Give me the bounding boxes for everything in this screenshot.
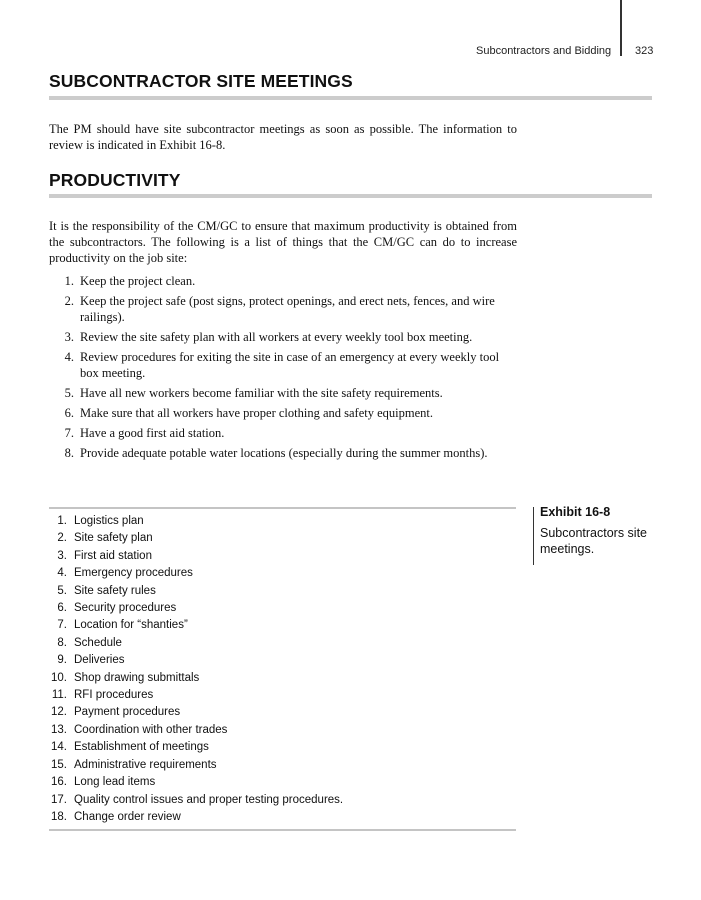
exhibit-item-text: Location for “shanties” (74, 619, 188, 632)
exhibit-list (49, 513, 519, 826)
exhibit-item-number: 10. (51, 671, 67, 684)
exhibit-rule-top (49, 507, 516, 509)
list-item-text: Have a good first aid station. (80, 426, 225, 440)
list-item-text: Provide adequate potable water locations (especially during the summer months). (80, 446, 488, 460)
list-item (49, 405, 519, 421)
list-item-number: 3. (64, 330, 74, 344)
exhibit-item-number: 1. (57, 515, 67, 527)
exhibit-item-text: Coordination with other trades (74, 723, 228, 736)
list-item-number: 2. (64, 294, 74, 308)
exhibit-list-item (49, 687, 519, 704)
section-rule-productivity (49, 194, 652, 198)
exhibit-item-text: RFI procedures (74, 689, 154, 702)
exhibit-item-text: Deliveries (74, 654, 125, 667)
exhibit-list-item (49, 704, 519, 721)
header-divider (620, 0, 622, 56)
exhibit-list-item (49, 583, 519, 600)
list-item (49, 273, 519, 289)
exhibit-rule-bottom (49, 829, 516, 831)
exhibit-list-item (49, 670, 519, 687)
exhibit-item-text: Site safety rules (74, 584, 156, 597)
exhibit-list-item (49, 565, 519, 582)
exhibit-item-text: Site safety plan (74, 532, 153, 545)
section-rule-site-meetings (49, 96, 652, 100)
exhibit-title: Exhibit 16-8 (540, 505, 611, 519)
exhibit-item-number: 5. (57, 584, 67, 597)
list-item (49, 385, 519, 401)
productivity-paragraph: It is the responsibility of the CM/GC to ensure that maximum productivity is obtained from the subcontractors. The following is a list of things that the CM/GC can do to increase productivity on the job site: (49, 219, 517, 265)
section-heading-site-meetings: SUBCONTRACTOR SITE MEETINGS (49, 71, 353, 91)
list-item-number: 4. (64, 350, 74, 364)
exhibit-item-text: Administrative requirements (74, 758, 217, 771)
list-item-text: Review the site safety plan with all workers at every weekly tool box meeting. (80, 330, 473, 344)
caption-bar (533, 507, 534, 565)
list-item-number: 7. (64, 426, 74, 440)
exhibit-item-number: 7. (57, 619, 67, 632)
exhibit-item-text: Emergency procedures (74, 567, 193, 580)
exhibit-item-number: 12. (51, 706, 67, 719)
list-item-number: 8. (64, 446, 74, 460)
exhibit-item-number: 6. (57, 602, 67, 615)
exhibit-list-item (49, 652, 519, 669)
list-item-text: Review procedures for exiting the site in case of an emergency at every weekly tool box meeting. (80, 350, 500, 380)
exhibit-item-number: 3. (57, 549, 67, 562)
exhibit-item-text: Payment procedures (74, 706, 181, 719)
exhibit-item-text: First aid station (74, 549, 152, 562)
exhibit-item-number: 18. (51, 810, 67, 823)
exhibit-item-number: 14. (51, 741, 67, 754)
exhibit-item-text: Establishment of meetings (74, 741, 209, 754)
site-meetings-paragraph: The PM should have site subcontractor meetings as soon as possible. The information to review is indicated in Exhibit 16-8. (49, 122, 517, 152)
list-item (49, 445, 519, 461)
list-item-text: Keep the project clean. (80, 274, 196, 288)
exhibit-list-item (49, 774, 519, 791)
exhibit-list-item (49, 600, 519, 617)
exhibit-list-item (49, 739, 519, 756)
list-item-text: Keep the project safe (post signs, protect openings, and erect nets, fences, and wire railings). (80, 294, 495, 324)
exhibit-list-item (49, 809, 519, 826)
exhibit-caption: Subcontractors site meetings. (540, 526, 647, 556)
exhibit-item-text: Quality control issues and proper testing procedures. (74, 793, 344, 806)
list-item-number: 1. (64, 274, 74, 288)
list-item (49, 425, 519, 441)
exhibit-item-number: 2. (57, 532, 67, 545)
exhibit-item-text: Schedule (74, 636, 122, 649)
list-item (49, 293, 519, 325)
exhibit-list-item (49, 792, 519, 809)
list-item (49, 329, 519, 345)
exhibit-item-number: 4. (57, 567, 67, 580)
list-item (49, 349, 519, 381)
exhibit-item-number: 11. (51, 689, 67, 702)
list-item-number: 5. (64, 386, 74, 400)
exhibit-item-text: Logistics plan (74, 515, 144, 527)
exhibit-list-item (49, 513, 519, 530)
list-item-number: 6. (64, 406, 74, 420)
exhibit-item-number: 17. (51, 793, 67, 806)
exhibit-item-text: Change order review (74, 810, 181, 823)
list-item-text: Have all new workers become familiar with the site safety requirements. (80, 386, 443, 400)
exhibit-item-number: 15. (51, 758, 67, 771)
section-heading-productivity: PRODUCTIVITY (49, 170, 181, 190)
exhibit-item-text: Shop drawing submittals (74, 671, 200, 684)
exhibit-list-item (49, 635, 519, 652)
exhibit-item-number: 9. (57, 654, 67, 667)
list-item-text: Make sure that all workers have proper clothing and safety equipment. (80, 406, 434, 420)
exhibit-item-text: Long lead items (74, 776, 156, 789)
exhibit-item-number: 8. (57, 636, 67, 649)
exhibit-list-item (49, 530, 519, 547)
exhibit-item-number: 13. (51, 723, 67, 736)
exhibit-item-text: Security procedures (74, 602, 177, 615)
exhibit-list-item (49, 548, 519, 565)
exhibit-list-item (49, 757, 519, 774)
productivity-list (49, 273, 519, 465)
page-number: 323 (635, 45, 654, 57)
exhibit-list-item (49, 617, 519, 634)
exhibit-list-item (49, 722, 519, 739)
running-header-title: Subcontractors and Bidding (476, 45, 612, 57)
exhibit-item-number: 16. (51, 776, 67, 789)
